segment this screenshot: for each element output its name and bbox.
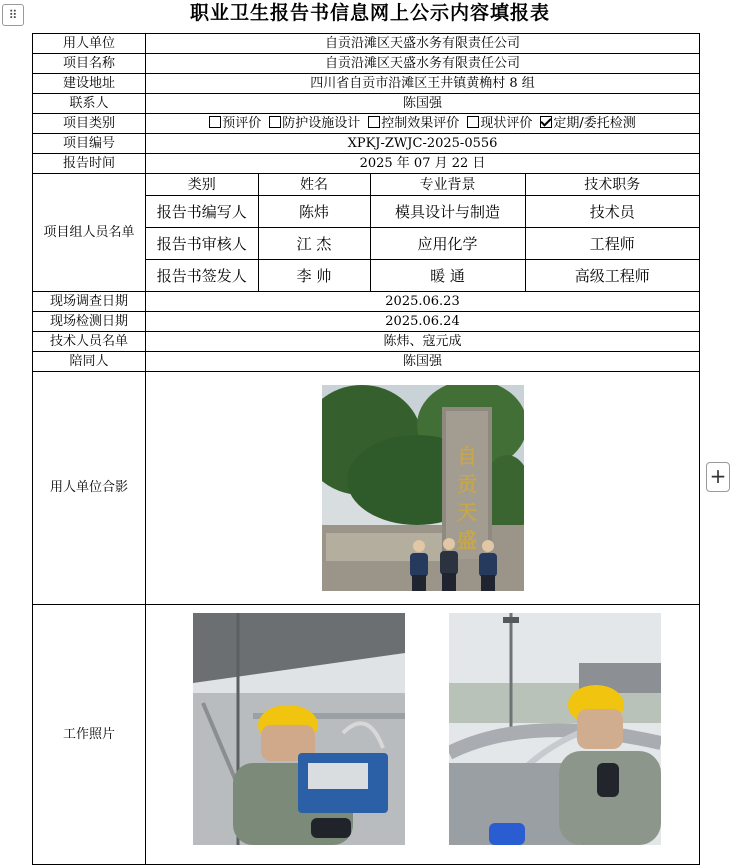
escort-value: 陈国强 <box>146 352 700 372</box>
row-contact <box>33 94 700 114</box>
sign-char: 自 <box>456 444 477 468</box>
report-date-label: 报告时间 <box>33 154 146 174</box>
row-project-type <box>33 114 700 134</box>
row-address <box>33 74 700 94</box>
employer-value: 自贡沿滩区天盛水务有限责任公司 <box>146 34 700 54</box>
project-code-label: 项目编号 <box>33 134 146 154</box>
checkbox-control-effect[interactable] <box>368 116 380 128</box>
team-row <box>146 260 699 292</box>
address-value: 四川省自贡市沿滩区王井镇黄桷村 8 组 <box>146 74 700 94</box>
sign-char: 贡 <box>456 472 477 496</box>
member-role: 报告书编写人 <box>146 196 258 228</box>
info-table <box>32 33 700 865</box>
project-type-options <box>146 114 700 134</box>
team-header-background: 专业背景 <box>370 174 525 196</box>
member-background: 暖 通 <box>370 260 525 292</box>
option-protection-design[interactable]: 防护设施设计 <box>269 115 360 133</box>
survey-date-value: 2025.06.23 <box>146 292 700 312</box>
checkbox-periodic-testing[interactable] <box>540 116 552 128</box>
add-row-button[interactable]: + <box>706 462 730 492</box>
team-header-name: 姓名 <box>258 174 370 196</box>
member-title: 技术员 <box>525 196 699 228</box>
escort-label: 陪同人 <box>33 352 146 372</box>
work-photos-label: 工作照片 <box>33 605 146 865</box>
team-header-title: 技术职务 <box>525 174 699 196</box>
team-table <box>146 174 699 291</box>
employer-label: 用人单位 <box>33 34 146 54</box>
member-name: 江 杰 <box>258 228 370 260</box>
sign-char: 盛 <box>456 528 477 552</box>
sign-char: 天 <box>456 500 477 524</box>
row-employer <box>33 34 700 54</box>
member-title: 工程师 <box>525 228 699 260</box>
test-date-label: 现场检测日期 <box>33 312 146 332</box>
team-row <box>146 228 699 260</box>
member-title: 高级工程师 <box>574 266 650 285</box>
member-name: 陈炜 <box>258 196 370 228</box>
row-work-photos <box>33 605 700 865</box>
drag-handle-icon[interactable]: ⠿ <box>2 4 24 26</box>
work-photo-1 <box>193 613 405 845</box>
member-role: 报告书审核人 <box>146 228 258 260</box>
project-code-value: XPKJ-ZWJC-2025-0556 <box>146 134 700 154</box>
address-label: 建设地址 <box>33 74 146 94</box>
page-title: 职业卫生报告书信息网上公示内容填报表 <box>189 2 550 24</box>
row-escort <box>33 352 700 372</box>
group-photo-label: 用人单位合影 <box>33 372 146 605</box>
row-technicians <box>33 332 700 352</box>
option-periodic-testing[interactable]: 定期/委托检测 <box>540 115 635 133</box>
row-test-date <box>33 312 700 332</box>
member-name: 李 帅 <box>258 260 370 292</box>
row-project-name <box>33 54 700 74</box>
project-type-label: 项目类别 <box>33 114 146 134</box>
technicians-label: 技术人员名单 <box>33 332 146 352</box>
project-name-value: 自贡沿滩区天盛水务有限责任公司 <box>146 54 700 74</box>
team-row <box>146 196 699 228</box>
option-pre-evaluation[interactable]: 预评价 <box>209 115 261 133</box>
survey-date-label: 现场调查日期 <box>33 292 146 312</box>
member-background: 模具设计与制造 <box>370 196 525 228</box>
group-photo <box>322 385 524 591</box>
technicians-value: 陈炜、寇元成 <box>146 332 700 352</box>
option-status-evaluation[interactable]: 现状评价 <box>467 115 532 133</box>
checkbox-pre-evaluation[interactable] <box>209 116 221 128</box>
checkbox-status-evaluation[interactable] <box>467 116 479 128</box>
row-group-photo <box>33 372 700 605</box>
contact-label: 联系人 <box>33 94 146 114</box>
row-team <box>33 174 700 292</box>
team-header-role: 类别 <box>146 174 258 196</box>
member-role: 报告书签发人 <box>146 260 258 292</box>
option-control-effect[interactable]: 控制效果评价 <box>368 115 459 133</box>
work-photo-2 <box>449 613 661 845</box>
row-project-code <box>33 134 700 154</box>
contact-value: 陈国强 <box>146 94 700 114</box>
test-date-value: 2025.06.24 <box>146 312 700 332</box>
member-background: 应用化学 <box>370 228 525 260</box>
team-header-row <box>146 174 699 196</box>
row-report-date <box>33 154 700 174</box>
project-name-label: 项目名称 <box>33 54 146 74</box>
checkbox-protection-design[interactable] <box>269 116 281 128</box>
team-label: 项目组人员名单 <box>33 174 146 292</box>
row-survey-date <box>33 292 700 312</box>
report-date-value: 2025 年 07 月 22 日 <box>146 154 700 174</box>
